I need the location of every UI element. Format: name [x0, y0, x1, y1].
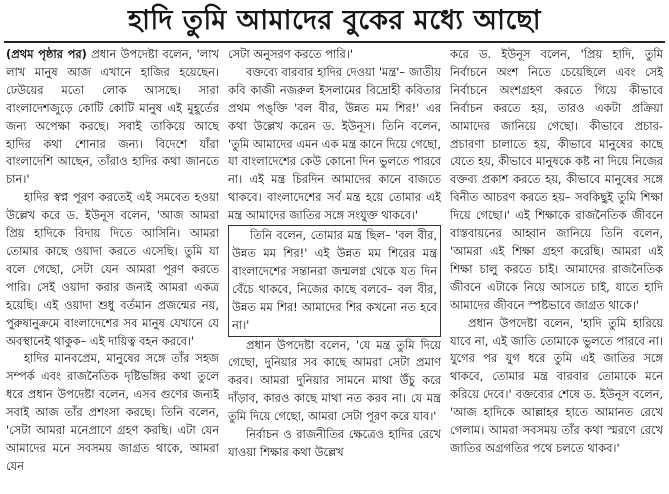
paragraph: হাদির মানবপ্রেম, মানুষের সঙ্গে তাঁর সহজ সম্পর্ক এবং রাজনৈতিক দৃষ্টিভঙ্গির কথা তুলে ধরে প্রধান উপদেষ্টা বলেন, এসব গুণের জন্যই সবাই আজ তাঁর প্রশংসা করছে। তিনি বলেন, 'সেটা আমরা মনেপ্রাণে গ্রহণ করছি। এটা যেন আমাদের মনে সবসময় জাগ্রত থাকে, আমরা যেন [6, 351, 219, 473]
headline: হাদি তুমি আমাদের বুকের মধ্যে আছো [127, 5, 542, 36]
column-1 [6, 46, 219, 490]
watermark [258, 266, 408, 288]
continuation-tag: (প্রথম পৃষ্ঠার পর) [6, 47, 87, 61]
headline-divider [4, 41, 665, 43]
paragraph: সেটা অনুসরণ করতে পারি।' [228, 47, 353, 61]
column-3 [450, 46, 663, 490]
paragraph [6, 46, 219, 189]
paragraph: বক্তব্যে বারবার হাদির দেওয়া 'মন্ত্র'– জাতীয় কবি কাজী নজরুল ইসলামের বিদ্রোহী কবিতার প্রথম পঙ্‌ক্তি 'বল বীর, উন্নত মম শির!' এর কথা উল্লেখ করেন ড. ইউনূস। তিনি বলেন, 'তুমি আমাদের এমন এক মন্ত্র কানে দিয়ে গেছো, যা বাংলাদেশের কেউ কোনো দিন ভুলতে পারবে না। এই মন্ত্র চিরদিন আমাদের কানে বাজতে থাকবে। বাংলাদেশের সর্ব মন্ত্র হয়ে তোমার এই মন্ত্র আমাদের জাতির সঙ্গে সংযুক্ত থাকবে।' [228, 64, 441, 223]
paragraph: নির্বাচন ও রাজনীতির ক্ষেত্রেও হাদির রেখে যাওয়া শিক্ষার কথা উল্লেখ [228, 427, 441, 459]
paragraph: হাদির স্বপ্ন পূরণ করতেই এই সমবেত হওয়া উল্লেখ করে ড. ইউনূস বলেন, 'আজ আমরা প্রিয় হাদিকে বিদায় দিতে আসিনি। আমরা তোমার কাছে ওয়াদা করতে এসেছি। তুমি যা বলে গেছো, সেটা যেন আমরা পূরণ করতে পারি। সেই ওয়াদা করার জন্যই আমরা একত্র হয়েছি। এই ওয়াদা শুধু বর্তমান প্রজন্মের নয়, পুরুষানুক্রমে বাংলাদেশের সব মানুষ যেখানে যে অবস্থানেই থাকুক– এই দায়িত্ব বহন করবে।' [6, 190, 219, 348]
paragraph: করে ড. ইউনূস বলেন, 'প্রিয় হাদি, তুমি নির্বাচনে অংশ নিতে চেয়েছিলে এবং সেই নির্বাচনে অংশগ্রহণ করতে গিয়ে কীভাবে নির্বাচন করতে হয়, তারও একটা প্রক্রিয়া আমাদের জানিয়ে গেছো। কীভাবে প্রচার-প্রচারণা চালাতে হয়, কীভাবে মানুষের কাছে যেতে হয়, কীভাবে মানুষকে কষ্ট না দিয়ে নিজের বক্তব্য প্রকাশ করতে হয়, কীভাবে মানুষের সঙ্গে বিনীত আচরণ করতে হয়– সবকিছুই তুমি শিক্ষা দিয়ে গেছো।' এই শিক্ষাকে রাজনৈতিক জীবনে বাস্তবায়নের আহ্বান জানিয়ে তিনি বলেন, 'আমরা এই শিক্ষা গ্রহণ করেছি। আমরা এই শিক্ষা চালু করতে চাই। আমাদের রাজনৈতিক জীবনে এটাকে নিয়ে আসতে চাই, যাতে হাদি আমাদের জীবনে স্পষ্টভাবে জাগ্রত থাকে।' [450, 47, 663, 312]
paragraph: প্রধান উপদেষ্টা বলেন, 'হাদি তুমি হারিয়ে যাবে না, এই জাতি তোমাকে ভুলতে পারবে না। যুগের পর যুগ ধরে তুমি এই জাতির সঙ্গে থাকবে, তোমার মন্ত্র বারবার তোমাকে মনে করিয়ে দেবে।' বক্তব্যের শেষে ড. ইউনূস বলেন, 'আজ হাদিকে আল্লাহর হাতে আমানত রেখে গেলাম। আমরা সবসময় তাঁর কথা স্মরণে রেখে জাতির অগ্রগতির পথে চলতে থাকব।' [450, 315, 663, 455]
paragraph-text: প্রধান উপদেষ্টা বলেন, 'লাখ লাখ মানুষ আজ এখানে হাজির হয়েছেন। ঢেউয়ের মতো লোক আসছে। সারা বাংলাদেশজুড়ে কোটি কোটি মানুষ এই মুহূর্তের জন্য অপেক্ষা করছে। সবাই তাকিয়ে আছে হাদির কথা শোনার জন্য। বিদেশে যাঁরা বাংলাদেশি আছেন, তাঁরাও হাদির কথা জানতে চান।' [6, 47, 219, 187]
highlighted-paragraph: তিনি বলেন, তোমার মন্ত্র ছিল– 'বল বীর, উন্নত মম শির!' এই উন্নত মম শিরের মন্ত্র বাংলাদেশের সন্তানরা জন্মলগ্ন থেকে যত দিন বেঁচে থাকবে, নিজের কাছে বলবে– বল বীর, উন্নত মম শির! আমাদের শির কখনো নত হবে না।' [228, 225, 441, 336]
paragraph: প্রধান উপদেষ্টা বলেন, 'যে মন্ত্র তুমি দিয়ে গেছো, দুনিয়ার সব কাছে আমরা সেটা প্রমাণ করব। আমরা দুনিয়ার সামনে মাথা উঁচু করে দাঁড়াব, কারও কাছে মাথা নত করব না। যে মন্ত্র তুমি দিয়ে গেছো, আমরা সেটা পূরণ করে যাব।' [228, 337, 441, 424]
